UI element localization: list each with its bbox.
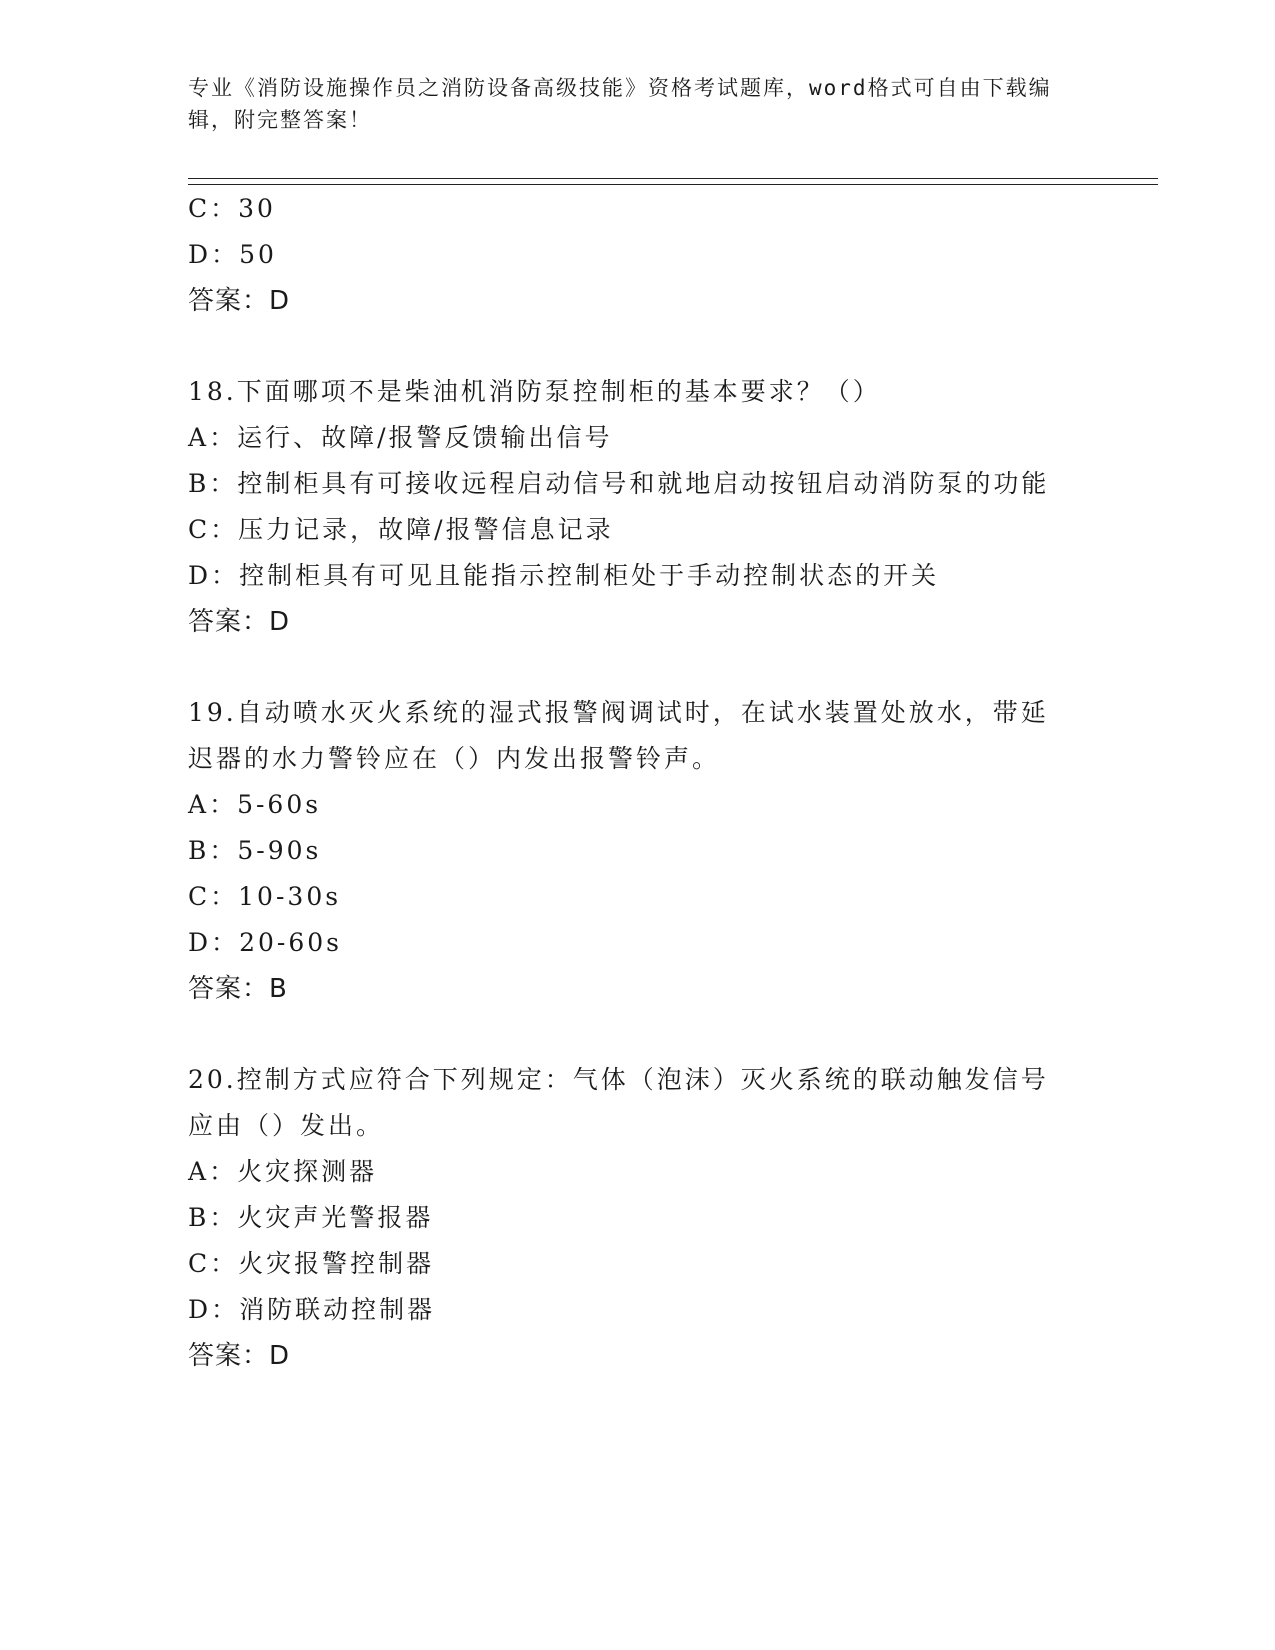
- answer-line: 答案：D: [188, 607, 291, 637]
- header-divider-bottom: [188, 184, 1158, 185]
- option-d: D：控制柜具有可见且能指示控制柜处于手动控制状态的开关: [188, 561, 940, 590]
- question-stem-line-2: 迟器的水力警铃应在（）内发出报警铃声。: [188, 744, 721, 773]
- question-18: [188, 369, 1088, 645]
- page-header: [188, 72, 1088, 136]
- option-c: C：10-30s: [188, 882, 342, 911]
- question-stem: 18.下面哪项不是柴油机消防泵控制柜的基本要求？（）: [188, 377, 881, 406]
- option-d: D：消防联动控制器: [188, 1295, 436, 1324]
- option-c: C：压力记录，故障/报警信息记录: [188, 515, 614, 544]
- answer-line: 答案：D: [188, 1341, 291, 1371]
- question-stem-line-2: 应由（）发出。: [188, 1111, 385, 1140]
- option-c: C：火灾报警控制器: [188, 1249, 435, 1278]
- question-19: [188, 690, 1088, 1012]
- option-a: A：运行、故障/报警反馈输出信号: [188, 423, 613, 452]
- question-content: [188, 186, 1088, 1379]
- prev-question: [188, 186, 1088, 324]
- option-d: D：50: [188, 240, 277, 269]
- question-20: [188, 1057, 1088, 1379]
- option-b: B：火灾声光警报器: [188, 1203, 434, 1232]
- option-b: B：5-90s: [188, 836, 322, 865]
- question-stem-line-1: 19.自动喷水灭火系统的湿式报警阀调试时，在试水装置处放水，带延: [188, 698, 1049, 727]
- answer-line: 答案：D: [188, 286, 291, 316]
- question-stem-line-1: 20.控制方式应符合下列规定：气体（泡沫）灭火系统的联动触发信号: [188, 1065, 1049, 1094]
- option-a: A：火灾探测器: [188, 1157, 378, 1186]
- header-divider-top: [188, 178, 1158, 179]
- option-a: A：5-60s: [188, 790, 322, 819]
- header-text: 专业《消防设施操作员之消防设备高级技能》资格考试题库，word格式可自由下载编辑，附完整答案！: [188, 76, 1052, 132]
- option-c: C：30: [188, 194, 276, 223]
- answer-line: 答案：B: [188, 974, 288, 1004]
- option-b: B：控制柜具有可接收远程启动信号和就地启动按钮启动消防泵的功能: [188, 469, 1050, 498]
- option-d: D：20-60s: [188, 928, 342, 957]
